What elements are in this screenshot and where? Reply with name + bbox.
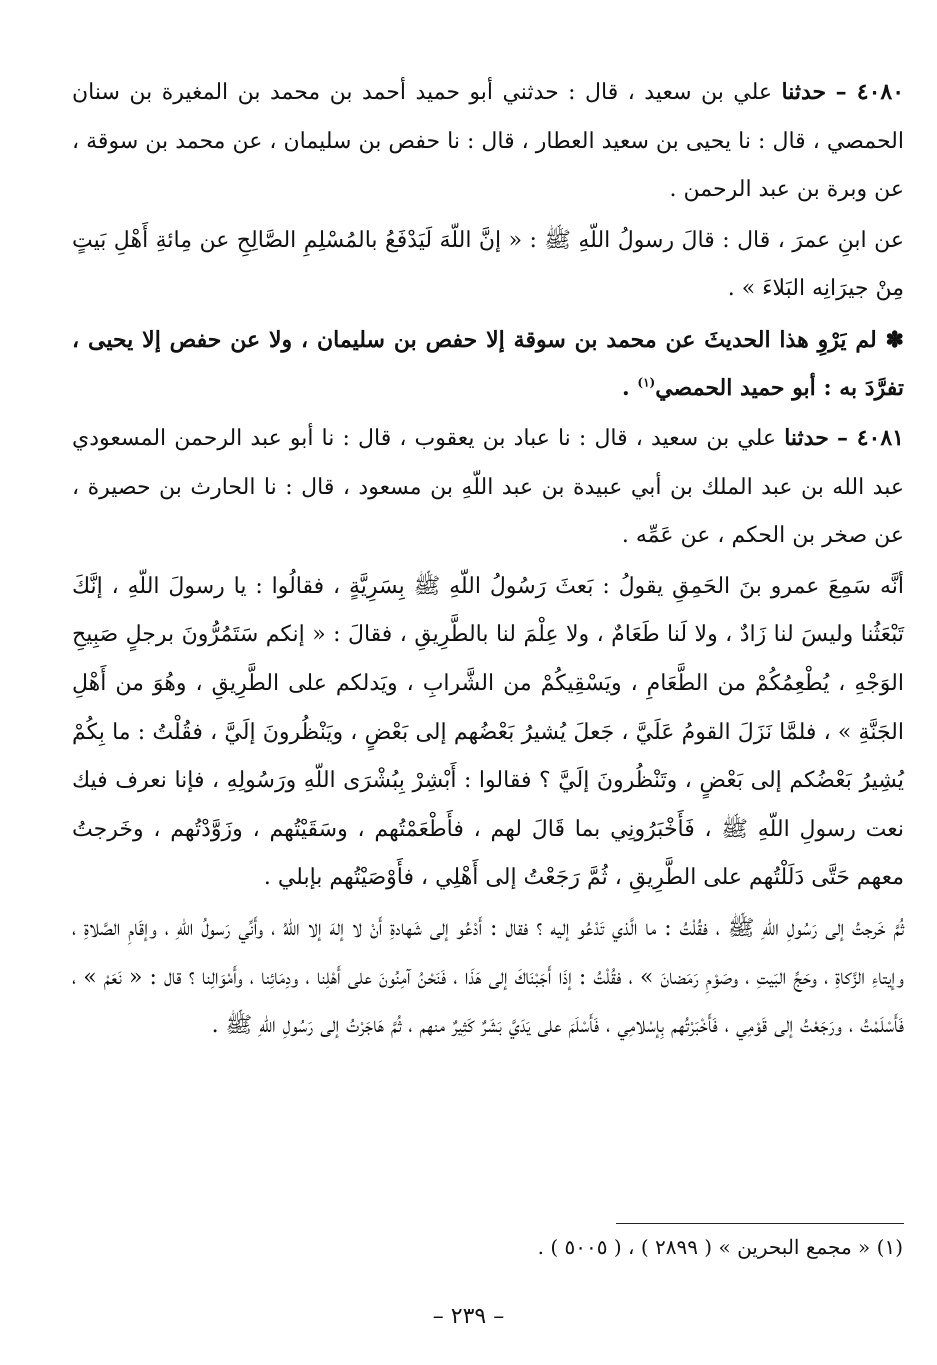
footnote-divider <box>616 1223 904 1224</box>
hadith-4080-isnad <box>72 68 904 215</box>
footnote: (١) « مجمع البحرين » ( ٢٨٩٩ ) ، ( ٥٠٠٥ ) . <box>537 1235 903 1259</box>
commentary-end: . <box>622 374 630 401</box>
isnad-text: علي بن سعيد ، قال : حدثني أبو حميد أحمد بن محمد بن المغيرة بن سنان الحمصي ، قال : نا يحيى بن سعيد العطار ، قال : نا حفص بن سليمان ، عن محمد بن سوقة ، عن وبرة بن عبد الرحمن . <box>72 80 904 203</box>
page-number: – ٢٣٩ – <box>432 1304 505 1329</box>
matn-text: ثُمَّ خَرجتُ إلى رَسُولِ اللّهِ ﷺ ، فقُلْتُ : ما الَّذي تَدْعُو إليه ؟ فقال : أَدْعُو إلى شَهادةِ أَنْ لا إلهَ إلا اللّهُ ، وأَنِّي رَسولُ اللّهِ ، وإقَامِ الصَّلاةِ ، وإيتاءِ الزَّكاةِ ، وحَجِّ البَيتِ ، وصَوْمِ رَمَضانَ » ، فقُلْتُ : إذَا أَجَبْنَاكَ إلى هَذَا ، فَنَحْنُ آمِنُونَ على أَهْلِنا ، ودِمَائِنا ، وأَمْوَالِنا ؟ قال : « نَعَمْ » ، فَأَسْلَمْتُ ، ورَجَعْتُ إلى قَوْمِي ، فَأَخْبَرْتُهم بِإسْلامِي ، فَأَسْلَمَ على يَدَيَّ بَشَرٌ كَثِيرٌ منهم ، ثُمَّ هَاجَرْتُ إلى رَسُولِ اللّهِ ﷺ . <box>72 915 904 1039</box>
hadith-number: ٤٠٨١ – <box>836 424 904 451</box>
hadith-4080-commentary <box>72 316 904 412</box>
hadith-lead-word: حدثنا <box>784 424 829 451</box>
hadith-4080-matn <box>72 217 904 314</box>
hadith-number: ٤٠٨٠ – <box>835 79 905 105</box>
page-body <box>72 68 904 1051</box>
footnote-marker: (١) <box>637 375 656 390</box>
hadith-4081-matn-1 <box>72 563 904 903</box>
hadith-4081-isnad <box>72 414 904 561</box>
matn-text: أنَّه سَمِعَ عمرو بنَ الحَمِقِ يقولُ : بَعثَ رَسُولُ اللّهِ ﷺ بِسَرِيَّةٍ ، فقالُوا : يا رسولَ اللّهِ ، إنَّكَ تَبْعَثُنا وليسَ لنا زَادٌ ، ولا لَنا طَعَامٌ ، ولا عِلْمَ لنا بالطَّرِيقِ ، فقالَ : « إنكم سَتَمُرُّونَ برجلٍ صَبِيحِ الوَجْهِ ، يُطْعِمُكُمْ من الطَّعَامِ ، ويَسْقِيكُمْ من الشَّرابِ ، ويَدلكم على الطَّرِيقِ ، وهُوَ من أَهْلِ الجَنَّةِ » ، فلمَّا نَزَلَ القومُ عَلَيَّ ، جَعلَ يُشيرُ بَعْضُهم إلى بَعْضٍ ، ويَنْظُرونَ إلَيَّ ، فقُلْتُ : ما بِكُمْ يُشِيرُ بَعْضُكم إلى بَعْضٍ ، وتَنْظُرونَ إلَيَّ ؟ فقالوا : أَبْشِرْ بِبُشْرَى اللّهِ ورَسُولِهِ ، فإنا نعرف فيك نعت رسولِ اللّهِ ﷺ ، فَأَخْبَرُونِي بما قَالَ لهم ، فأَطْعَمْتُهم ، وسَقَيْتُهم ، وزَوَّدْتُهم ، وخَرجتُ معهم حَتَّى دَلَلْتُهم على الطَّرِيقِ ، ثُمَّ رَجَعْتُ إلى أَهْلِي ، فأَوْصَيْتُهم بإبلي . <box>72 573 904 891</box>
hadith-lead-word: حدثنا <box>781 79 827 105</box>
hadith-4081-matn-2 <box>72 905 904 1051</box>
isnad-text: علي بن سعيد ، قال : نا عباد بن يعقوب ، قال : نا أبو عبد الرحمن المسعودي عبد الله بن عبد الملك بن أبي عبيدة بن عبد اللّهِ بن مسعود ، قال : نا الحارث بن حصيرة ، عن صخر بن الحكم ، عن عَمِّه . <box>72 425 904 549</box>
matn-text: عن ابنِ عمرَ ، قال : قالَ رسولُ اللّهِ ﷺ : « إنَّ اللّهَ لَيَدْفَعُ بالمُسْلِمِ الصَّالِحِ عن مِائةِ أَهْلِ بَيتٍ مِنْ جيرَانِه البَلاءَ » . <box>72 227 904 302</box>
commentary-text: ✽ لم يَرْوِ هذا الحديثَ عن محمد بن سوقة إلا حفص بن سليمان ، ولا عن حفص إلا يحيى ، تفرَّدَ به : أبو حميد الحمصي <box>72 326 904 401</box>
